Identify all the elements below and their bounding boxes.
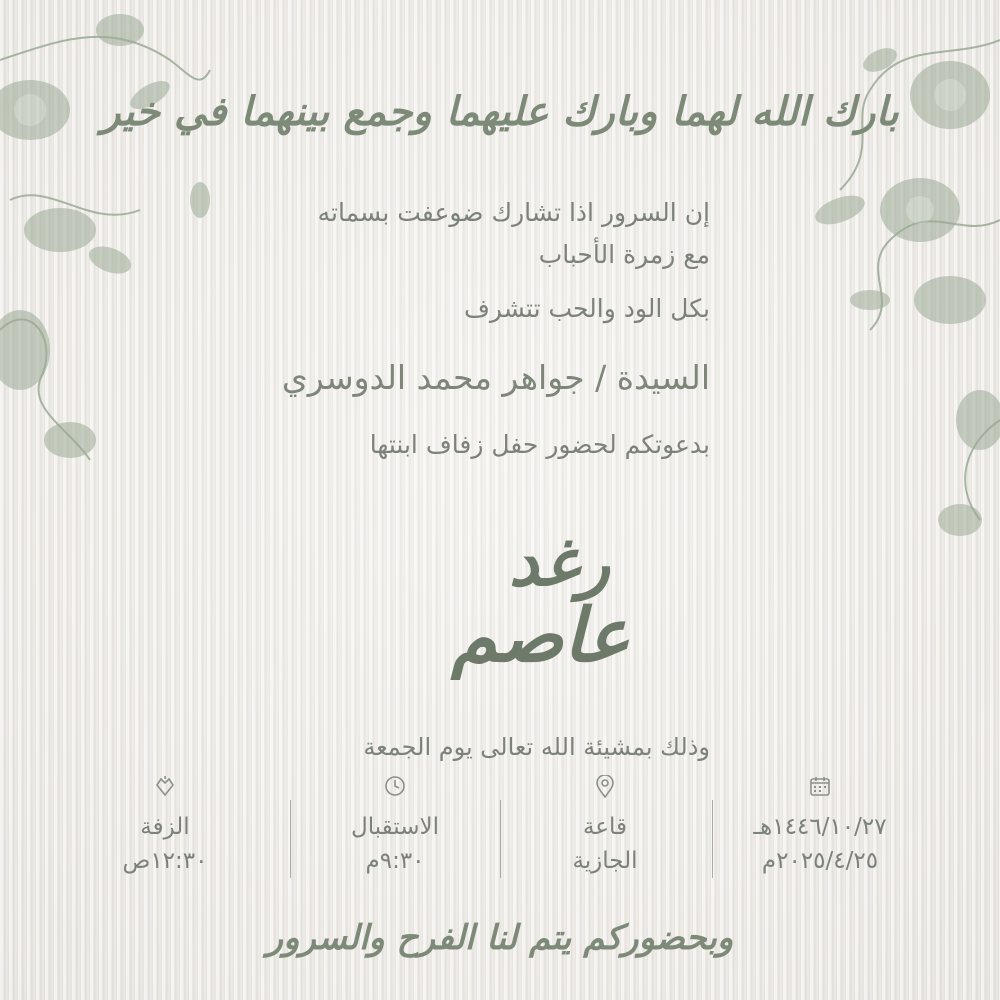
clock-icon	[384, 775, 406, 801]
intro-line-3: بكل الود والحب تتشرف	[464, 294, 710, 323]
venue-label: قاعة	[582, 814, 628, 840]
invite-line: بدعوتكم لحضور حفل زفاف ابنتها	[369, 430, 710, 459]
intro-line-1: إن السرور اذا تشارك ضوعفت بسماته	[317, 198, 710, 227]
zaffa-column	[80, 800, 250, 880]
reception-label: الاستقبال	[350, 814, 439, 840]
day-line: وذلك بمشيئة الله تعالى يوم الجمعة	[363, 733, 710, 761]
zaffa-icon	[154, 775, 176, 801]
divider-1	[712, 800, 713, 878]
intro-line-2: مع زمرة الأحباب	[538, 240, 710, 269]
divider-3	[290, 800, 291, 878]
footer-calligraphy: وبحضوركم يتم لنا الفرح والسرور	[266, 918, 734, 958]
date-hijri: ١٤٤٦/١٠/٢٧هـ	[753, 814, 887, 840]
header-calligraphy: بارك الله لهما وبارك عليهما وجمع بينهما في خير	[101, 88, 899, 135]
floral-top-left	[0, 0, 250, 500]
date-gregorian: ٢٠٢٥/٤/٢٥م	[761, 848, 879, 874]
couple-names	[360, 505, 660, 715]
zaffa-label: الزفة	[140, 814, 190, 840]
location-pin-icon	[595, 775, 615, 803]
groom-name: عاصم	[451, 593, 630, 679]
reception-time: ٩:٣٠م	[365, 848, 425, 874]
calendar-icon	[809, 775, 831, 801]
divider-2	[500, 800, 501, 878]
venue-name: الجازية	[572, 848, 638, 874]
zaffa-time: ١٢:٣٠ص	[122, 848, 208, 874]
host-name: السيدة / جواهر محمد الدوسري	[281, 358, 710, 397]
date-column	[720, 800, 920, 880]
venue-column	[505, 800, 705, 880]
floral-top-right	[750, 0, 1000, 560]
bride-name: رغد	[508, 523, 610, 601]
reception-column	[295, 800, 495, 880]
